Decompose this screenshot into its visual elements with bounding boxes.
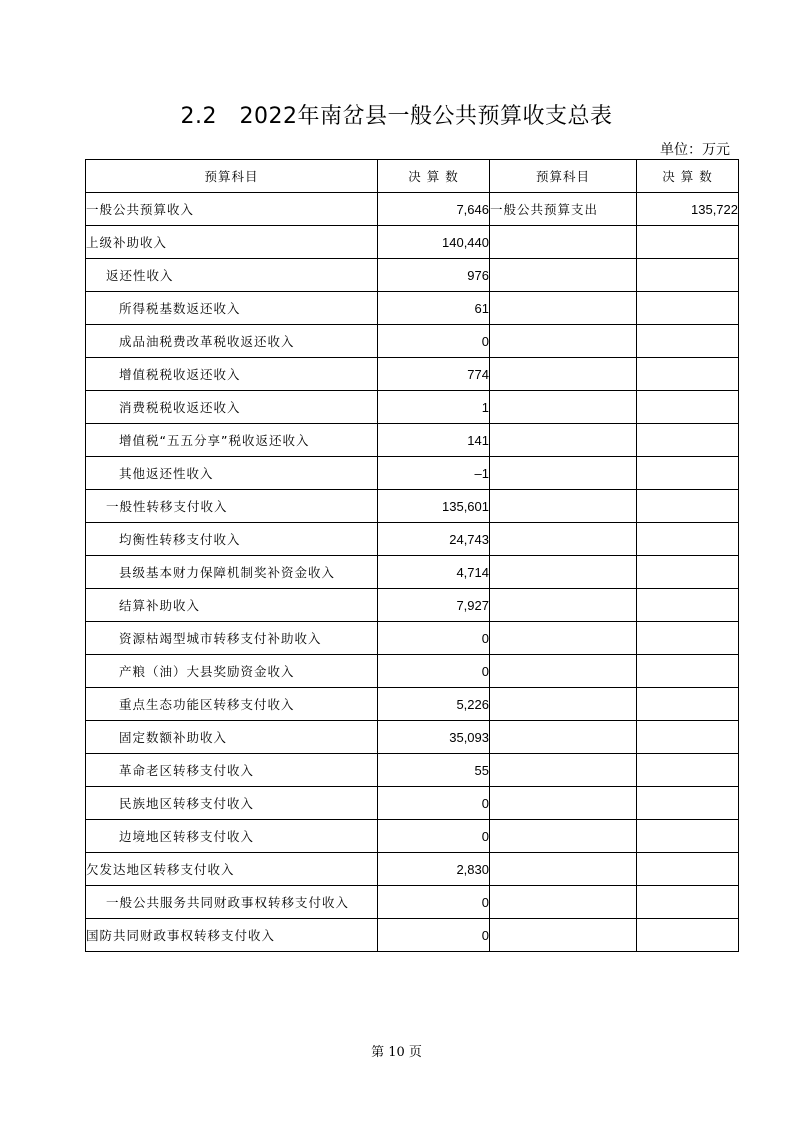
row-right-amount	[637, 523, 739, 556]
row-item-name: 资源枯竭型城市转移支付补助收入	[86, 622, 378, 655]
header-right-item: 预算科目	[490, 160, 637, 193]
row-item-name: 增值税“五五分享”税收返还收入	[86, 424, 378, 457]
table-row	[86, 622, 739, 655]
row-amount: 4,714	[378, 556, 490, 589]
budget-table	[85, 159, 739, 952]
row-right-amount	[637, 622, 739, 655]
row-amount: 35,093	[378, 721, 490, 754]
table-row	[86, 886, 739, 919]
row-item-name: 国防共同财政事权转移支付收入	[86, 919, 378, 952]
table-row	[86, 853, 739, 886]
table-row	[86, 589, 739, 622]
row-right-item-name	[490, 259, 637, 292]
row-amount: 0	[378, 622, 490, 655]
table-row	[86, 754, 739, 787]
row-right-amount	[637, 457, 739, 490]
row-amount: 5,226	[378, 688, 490, 721]
table-row	[86, 721, 739, 754]
row-right-item-name	[490, 325, 637, 358]
row-amount: 24,743	[378, 523, 490, 556]
row-right-amount	[637, 688, 739, 721]
row-right-item-name	[490, 721, 637, 754]
row-amount: 976	[378, 259, 490, 292]
row-amount: 7,927	[378, 589, 490, 622]
row-right-item-name	[490, 226, 637, 259]
row-right-item-name	[490, 622, 637, 655]
table-row	[86, 688, 739, 721]
row-right-amount	[637, 820, 739, 853]
row-amount: 0	[378, 787, 490, 820]
row-right-amount: 135,722	[637, 193, 739, 226]
row-amount: 0	[378, 655, 490, 688]
row-amount: 140,440	[378, 226, 490, 259]
row-right-item-name	[490, 688, 637, 721]
row-right-amount	[637, 556, 739, 589]
header-left-item: 预算科目	[86, 160, 378, 193]
table-row	[86, 391, 739, 424]
row-item-name: 其他返还性收入	[86, 457, 378, 490]
row-right-amount	[637, 787, 739, 820]
row-amount: 1	[378, 391, 490, 424]
row-amount: 55	[378, 754, 490, 787]
table-row	[86, 523, 739, 556]
row-item-name: 民族地区转移支付收入	[86, 787, 378, 820]
row-right-item-name	[490, 358, 637, 391]
row-amount: 0	[378, 820, 490, 853]
row-item-name: 边境地区转移支付收入	[86, 820, 378, 853]
row-right-amount	[637, 325, 739, 358]
row-item-name: 产粮（油）大县奖励资金收入	[86, 655, 378, 688]
row-right-item-name	[490, 292, 637, 325]
row-right-amount	[637, 853, 739, 886]
table-row	[86, 358, 739, 391]
row-item-name: 增值税税收返还收入	[86, 358, 378, 391]
row-right-item-name	[490, 523, 637, 556]
table-row	[86, 226, 739, 259]
table-row	[86, 325, 739, 358]
row-item-name: 一般公共服务共同财政事权转移支付收入	[86, 886, 378, 919]
row-right-item-name	[490, 655, 637, 688]
row-amount: 7,646	[378, 193, 490, 226]
row-right-item-name	[490, 787, 637, 820]
row-right-amount	[637, 490, 739, 523]
row-right-item-name: 一般公共预算支出	[490, 193, 637, 226]
row-right-item-name	[490, 457, 637, 490]
row-right-item-name	[490, 424, 637, 457]
row-right-item-name	[490, 820, 637, 853]
table-row	[86, 193, 739, 226]
row-amount: 61	[378, 292, 490, 325]
row-item-name: 一般性转移支付收入	[86, 490, 378, 523]
row-amount: 774	[378, 358, 490, 391]
table-header-row	[86, 160, 739, 193]
row-amount: 141	[378, 424, 490, 457]
row-item-name: 消费税税收返还收入	[86, 391, 378, 424]
row-item-name: 返还性收入	[86, 259, 378, 292]
row-item-name: 一般公共预算收入	[86, 193, 378, 226]
row-right-amount	[637, 358, 739, 391]
unit-label: 单位：万元	[660, 142, 730, 158]
table-row	[86, 820, 739, 853]
table-row	[86, 457, 739, 490]
row-right-item-name	[490, 919, 637, 952]
table-row	[86, 259, 739, 292]
row-amount: 0	[378, 886, 490, 919]
row-right-item-name	[490, 853, 637, 886]
row-right-amount	[637, 655, 739, 688]
page-number: 第 10 页	[371, 1045, 422, 1060]
row-item-name: 成品油税费改革税收返还收入	[86, 325, 378, 358]
table-row	[86, 490, 739, 523]
row-right-item-name	[490, 556, 637, 589]
header-left-amount: 决 算 数	[378, 160, 490, 193]
row-right-item-name	[490, 391, 637, 424]
row-right-amount	[637, 754, 739, 787]
table-row	[86, 655, 739, 688]
row-item-name: 均衡性转移支付收入	[86, 523, 378, 556]
row-right-amount	[637, 292, 739, 325]
row-right-amount	[637, 589, 739, 622]
row-item-name: 革命老区转移支付收入	[86, 754, 378, 787]
row-amount: –1	[378, 457, 490, 490]
table-row	[86, 787, 739, 820]
row-amount: 2,830	[378, 853, 490, 886]
table-row	[86, 424, 739, 457]
row-right-amount	[637, 919, 739, 952]
row-right-item-name	[490, 589, 637, 622]
row-item-name: 所得税基数返还收入	[86, 292, 378, 325]
row-amount: 135,601	[378, 490, 490, 523]
row-item-name: 县级基本财力保障机制奖补资金收入	[86, 556, 378, 589]
row-right-item-name	[490, 886, 637, 919]
row-right-amount	[637, 424, 739, 457]
row-amount: 0	[378, 919, 490, 952]
row-item-name: 上级补助收入	[86, 226, 378, 259]
row-right-amount	[637, 721, 739, 754]
row-right-item-name	[490, 754, 637, 787]
row-right-amount	[637, 886, 739, 919]
row-item-name: 重点生态功能区转移支付收入	[86, 688, 378, 721]
row-right-amount	[637, 226, 739, 259]
row-right-amount	[637, 259, 739, 292]
table-row	[86, 919, 739, 952]
table-row	[86, 292, 739, 325]
row-item-name: 结算补助收入	[86, 589, 378, 622]
row-item-name: 固定数额补助收入	[86, 721, 378, 754]
row-amount: 0	[378, 325, 490, 358]
header-right-amount: 决 算 数	[637, 160, 739, 193]
page-title: 2.2 2022年南岔县一般公共预算收支总表	[180, 104, 613, 129]
row-right-amount	[637, 391, 739, 424]
table-row	[86, 556, 739, 589]
row-right-item-name	[490, 490, 637, 523]
row-item-name: 欠发达地区转移支付收入	[86, 853, 378, 886]
